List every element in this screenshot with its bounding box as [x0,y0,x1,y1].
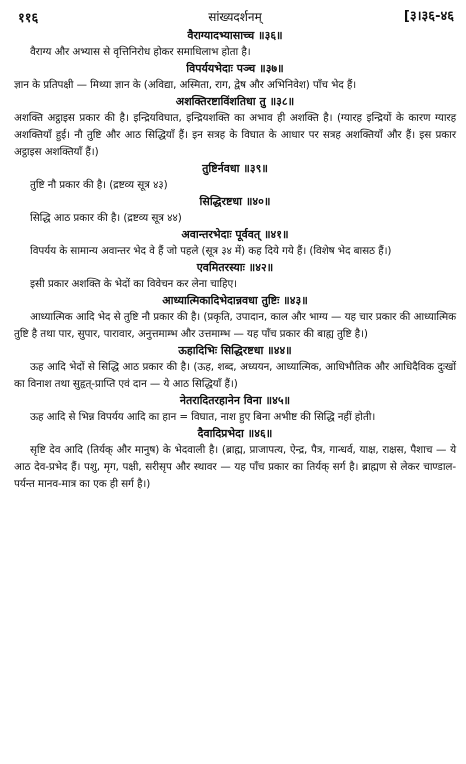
sutra-range: [३।३६-४६ [403,9,454,24]
sutra-commentary: ज्ञान के प्रतिपक्षी — मिथ्या ज्ञान के (अविद्या, अस्मिता, राग, द्वेष और अभिनिवेश) पाँच भेद हैं। [14,79,357,91]
sutra-heading: ऊहादिभिः सिद्धिरष्टधा ॥४४॥ [178,344,292,357]
sutra-heading: सिद्धिरष्टधा ॥४०॥ [199,195,271,208]
sutra-heading: आध्यात्मिकादिभेदान्नवधा तुष्टिः ॥४३॥ [162,294,308,307]
sutra-block-37 [14,61,456,94]
sutra-heading: नेतरादितरहानेन विना ॥४५॥ [179,394,291,407]
sutra-block-44 [14,343,456,393]
sutra-commentary: सिद्धि आठ प्रकार की है। (द्रष्टव्य सूत्र ४४) [30,212,182,224]
sutra-heading: तुष्टिर्नवधा ॥३९॥ [202,162,268,175]
sutra-commentary: ऊह आदि से भिन्न विपर्यय आदि का हान = विघात, नाश हुए बिना अभीष्ट की सिद्धि नहीं होती। [30,411,376,423]
sutra-block-46 [14,426,456,493]
sutra-block-39 [14,161,456,194]
sutra-block-42 [14,260,456,293]
sutra-commentary: ऊह आदि भेदों से सिद्धि आठ प्रकार की है। (ऊह, शब्द, अध्ययन, आध्यात्मिक, आधिभौतिक और आधिदैविक दुःखों का विनाश तथा सुहृत्-प्राप्ति एवं दान — ये आठ सिद्धियाँ हैं।) [14,361,456,390]
sutra-block-43 [14,293,456,343]
sutra-commentary: आध्यात्मिक आदि भेद से तुष्टि नौ प्रकार की है। (प्रकृति, उपादान, काल और भाग्य — यह चार प्रकार की आध्यात्मिक तुष्टि है तथा पार, सुपार, पारावार, अनुत्तमाम्भ और उत्तमाम्भ — यह पाँच प्रकार की बाह्य तुष्टि है।) [14,311,456,340]
sutra-commentary: सृष्टि देव आदि (तिर्यक् और मानुष) के भेदवाली है। (ब्राह्म, प्राजापत्य, ऐन्द्र, पैत्र, गान्धर्व, याक्ष, राक्षस, पैशाच — ये आठ देव-प्रभेद हैं। पशु, मृग, पक्षी, सरीसृप और स्थावर — यह पाँच प्रकार का तिर्यक् सर्ग है। ब्राह्मण से लेकर चाण्डाल-पर्यन्त मानव-मात्र का एक ही सर्ग है।) [14,444,457,490]
sutra-block-40 [14,194,456,227]
page-number: ११६ [18,11,39,26]
sutra-commentary: इसी प्रकार अशक्ति के भेदों का विवेचन कर लेना चाहिए। [30,278,237,290]
page-header [14,4,456,28]
sutra-heading: एवमितरस्याः ॥४२॥ [196,261,274,274]
sutra-commentary: वैराग्य और अभ्यास से वृत्तिनिरोध होकर समाधिलाभ होता है। [30,46,251,58]
sutra-block-38 [14,94,456,161]
sutra-heading: वैराग्यादभ्यासाच्च ॥३६॥ [187,29,283,42]
sutra-heading: दैवादिप्रभेदा ॥४६॥ [197,427,273,440]
sutra-commentary: विपर्यय के सामान्य अवान्तर भेद वे हैं जो पहले (सूत्र ३४ में) कह दिये गये हैं। (विशेष भेद बासठ हैं।) [30,245,392,257]
sutra-commentary: तुष्टि नौ प्रकार की है। (द्रष्टव्य सूत्र ४३) [30,179,168,191]
sutra-block-45 [14,393,456,426]
sutra-heading: अशक्तिरष्टाविंशतिधा तु ॥३८॥ [175,95,295,108]
sutra-block-41 [14,227,456,260]
running-title: सांख्यदर्शनम् [208,10,262,24]
sutra-commentary: अशक्ति अट्ठाइस प्रकार की है। इन्द्रियविघात, इन्द्रियशक्ति का अभाव ही अशक्ति है। (ग्यारह इन्द्रियों के कारण ग्यारह अशक्तियाँ हुई। नौ तुष्टि और आठ सिद्धियाँ हैं। इन सत्रह के विघात के आधार पर सत्रह अशक्तियाँ और हैं। इस प्रकार अट्ठाइस अशक्तियाँ हैं।) [14,112,456,158]
sutra-heading: अवान्तरभेदाः पूर्ववत् ॥४१॥ [181,228,289,241]
sutra-heading: विपर्ययभेदाः पञ्च ॥३७॥ [186,62,284,75]
sutra-block-36 [14,28,456,61]
